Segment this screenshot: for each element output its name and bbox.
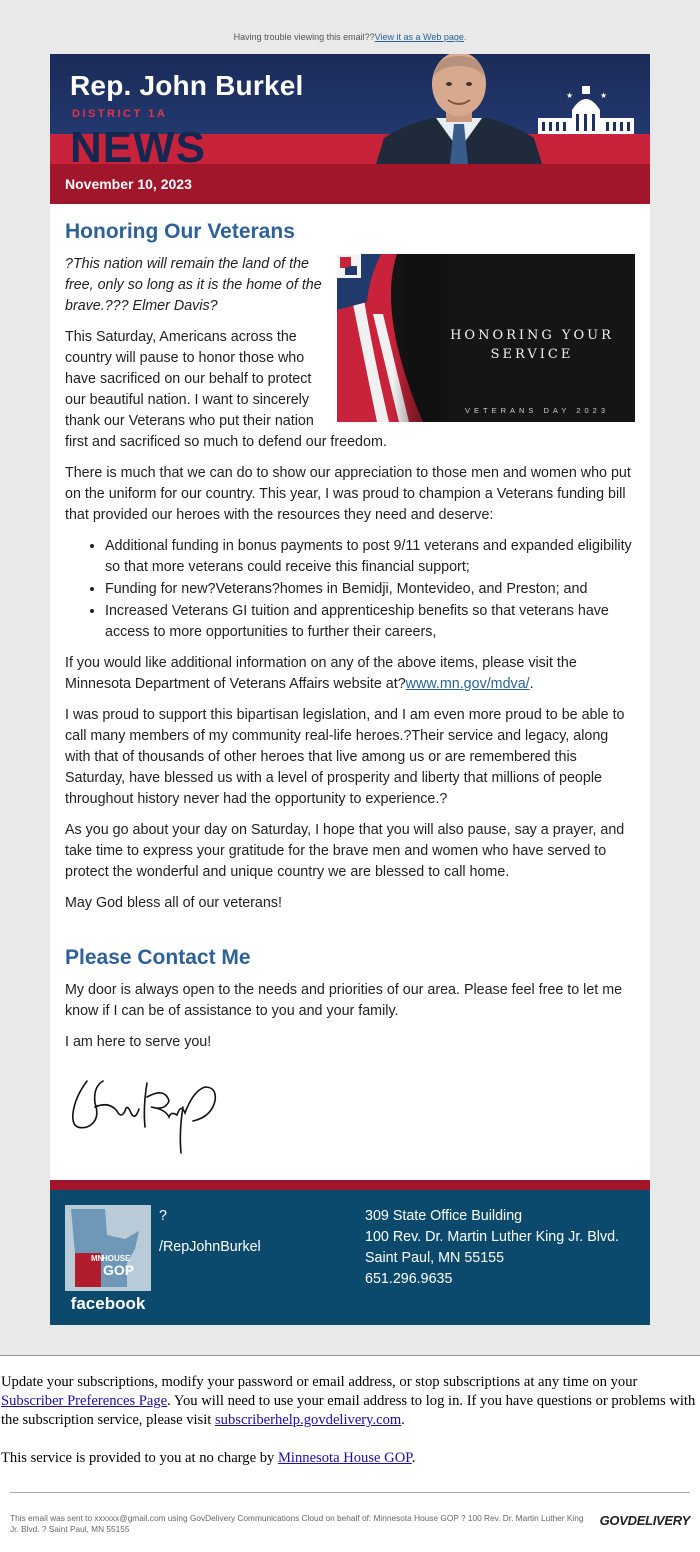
office-address: 309 State Office Building 100 Rev. Dr. Martin Luther King Jr. Blvd. Saint Paul, MN 55155 651.296.9635 bbox=[365, 1206, 619, 1290]
representative-name: Rep. John Burkel bbox=[70, 70, 304, 101]
list-item: • Additional funding in bonus payments to post 9/11 veterans and expanded eligibility so that more veterans could receive this financial support; bbox=[105, 536, 635, 578]
newsletter-card bbox=[50, 54, 650, 1325]
article-paragraph: This Saturday, Americans across the country will pause to honor those who have sacrificed on our behalf to protect our beautiful nation. I want to sincerely thank our Veterans who put their nation first and sacrificed so much to defend our freedom. bbox=[65, 329, 387, 450]
govdelivery-logo[interactable]: GOVDELIVERY bbox=[599, 1513, 690, 1528]
hero-subtitle: VETERANS DAY 2023 bbox=[464, 406, 609, 415]
funding-list bbox=[105, 536, 635, 643]
legal-text: This email was sent to xxxxxx@gmail.com using GovDelivery Communications Cloud on behalf of: Minnesota House GOP ? 100 Rev. Dr. Martin Luther King Jr. Blvd. ? Saint Paul, MN 55155 bbox=[10, 1513, 584, 1534]
facebook-logo-link[interactable] bbox=[65, 1205, 151, 1315]
hero-title: HONORING YOUR SERVICE bbox=[450, 328, 614, 362]
facebook-handle-link[interactable]: /RepJohnBurkel bbox=[159, 1239, 261, 1255]
veterans-day-image bbox=[337, 254, 635, 422]
representative-portrait bbox=[376, 54, 542, 164]
article-paragraph: As you go about your day on Saturday, I hope that you will also pause, say a prayer, and take time to express your gratitude for the brave men and women who have served to protect the wonderful and unique country we are blessed to call home. bbox=[65, 822, 625, 880]
svg-text:★: ★ bbox=[566, 91, 574, 100]
capitol-icon bbox=[538, 84, 634, 136]
article-body bbox=[50, 204, 650, 1180]
newsletter-date: November 10, 2023 bbox=[65, 176, 192, 192]
subscriber-preferences-link[interactable]: Subscriber Preferences Page bbox=[1, 1393, 168, 1409]
article-paragraph: I was proud to support this bipartisan legislation, and I am even more proud to be able to call many members of my community real-life heroes.?Their service and legacy, along with that of thousands of other heroes that live among us or are remembered this Saturday, have blessed us with a level of prosperity and liberty that millions of people throughout history never had the opportunity to experience.? bbox=[65, 707, 625, 807]
article-paragraph: May God bless all of our veterans! bbox=[65, 895, 282, 911]
svg-text:MN: MN bbox=[91, 1254, 104, 1263]
contact-section bbox=[65, 946, 635, 1164]
contact-paragraph: I am here to serve you! bbox=[65, 1034, 212, 1050]
provider-paragraph: This service is provided to you at no charge by Minnesota House GOP. bbox=[1, 1450, 416, 1466]
article-paragraph: If you would like additional information on any of the above items, please visit the Minnesota Department of Veterans Affairs website at?www.mn.gov/mdva/. bbox=[65, 655, 577, 692]
contact-title: Please Contact Me bbox=[65, 946, 251, 969]
contact-paragraph: My door is always open to the needs and priorities of our area. Please feel free to let me know if I can be of assistance to you and your family. bbox=[65, 982, 623, 1019]
minnesota-house-gop-link[interactable]: Minnesota House GOP bbox=[277, 1450, 412, 1466]
news-label: NEWS bbox=[70, 123, 206, 172]
subscription-paragraph: Update your subscriptions, modify your password or email address, or stop subscriptions at any time on your Subscriber Preferences Page. You will need to use your email address to log in. If you have questions or problems with the subscription service, please visit subscriberhelp.govdelivery.com. bbox=[1, 1374, 696, 1428]
mn-house-gop-mini-icon bbox=[337, 254, 361, 278]
list-item: • Funding for new?Veterans?homes in Bemidji, Montevideo, and Preston; and bbox=[105, 579, 635, 600]
article-title: Honoring Our Veterans bbox=[65, 220, 295, 243]
mdva-website-link[interactable]: www.mn.gov/mdva/ bbox=[405, 676, 530, 692]
elmer-davis-quote: ?This nation will remain the land of the free, only so long as it is the home of the brave.??? Elmer Davis? bbox=[65, 256, 322, 314]
mn-house-gop-logo bbox=[65, 1205, 151, 1315]
svg-text:GOP: GOP bbox=[103, 1262, 135, 1278]
contact-footer bbox=[50, 1190, 650, 1325]
signature bbox=[65, 1067, 225, 1157]
subscription-notice bbox=[0, 1355, 700, 1552]
newsletter-header bbox=[50, 54, 650, 204]
footer-divider bbox=[50, 1180, 650, 1190]
svg-text:facebook: facebook bbox=[70, 1294, 146, 1313]
subscriber-help-link[interactable]: subscriberhelp.govdelivery.com bbox=[215, 1412, 402, 1428]
view-online-text: Having trouble viewing this email?? bbox=[233, 32, 375, 42]
view-online-note: Having trouble viewing this email??View it as a Web page. bbox=[233, 32, 467, 42]
list-item: • Increased Veterans GI tuition and apprenticeship benefits so that veterans have access to more opportunities to further their careers, bbox=[105, 601, 635, 643]
office-phone: 651.296.9635 bbox=[365, 1271, 453, 1287]
legal-footer bbox=[10, 1492, 690, 1552]
district-label: DISTRICT 1A bbox=[72, 108, 168, 120]
article-paragraph: There is much that we can do to show our appreciation to those men and women who put on the uniform for our country. This year, I was proud to champion a Veterans funding bill that provided our heroes with the resources they need and deserve: bbox=[65, 465, 631, 523]
facebook-separator: ? bbox=[159, 1208, 167, 1224]
svg-text:★: ★ bbox=[600, 91, 608, 100]
svg-text:HOUSE: HOUSE bbox=[102, 1254, 131, 1263]
view-web-page-link[interactable]: View it as a Web page bbox=[374, 32, 464, 42]
